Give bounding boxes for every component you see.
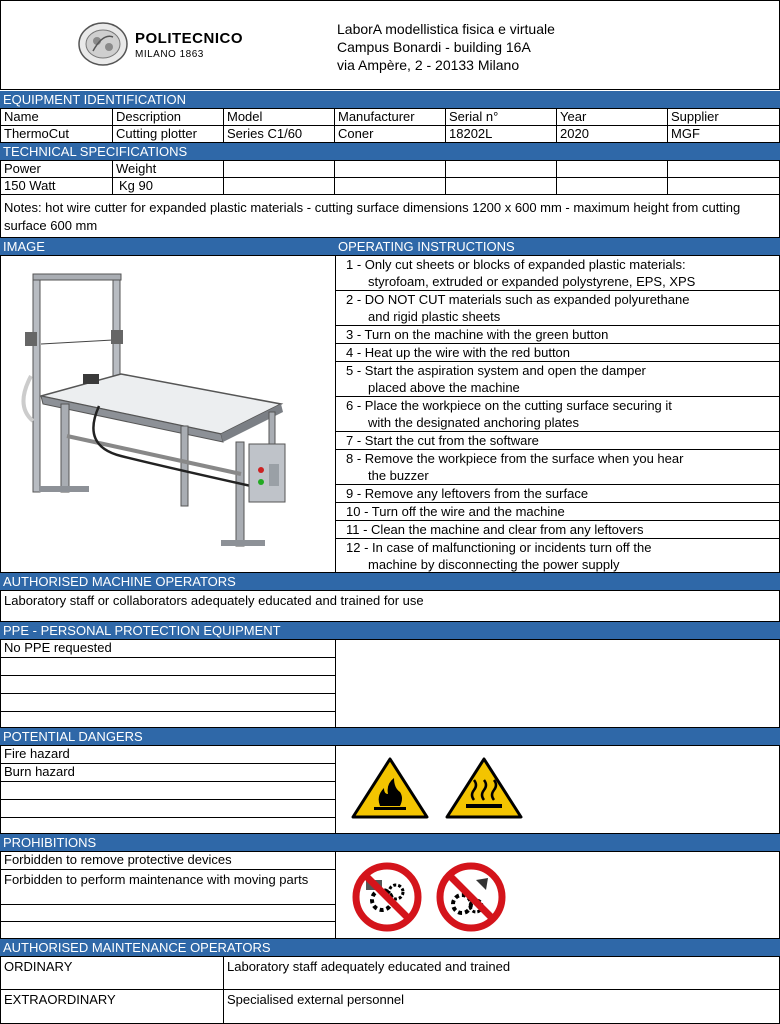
notes: Notes: hot wire cutter for expanded plastic materials - cutting surface dimensions 1200 x 600 mm - maximum height from cutting surface 600 mm [0,194,780,238]
header-cell [445,160,557,178]
value-cell: Cutting plotter [112,125,224,143]
instruction-item [335,520,780,539]
ppe-row [0,657,336,676]
flammable-warning-icon [350,756,430,820]
value-cell: MGF [667,125,780,143]
hot-surface-warning-icon [444,756,524,820]
instruction-line: placed above the machine [368,380,520,395]
instruction-item [335,290,780,326]
equipment-identification-bar [0,91,780,108]
danger-row [0,781,336,800]
ppe-row [0,693,336,712]
instruction-line: 3 - Turn on the machine with the green button [346,327,609,342]
instruction-item [335,502,780,521]
instruction-line: the buzzer [368,468,429,483]
instruction-line: and rigid plastic sheets [368,309,501,324]
instruction-line: with the designated anchoring plates [368,415,580,430]
value-cell: Coner [334,125,446,143]
instructions-title: OPERATING INSTRUCTIONS [338,239,515,254]
prohibition-row: Forbidden to remove protective devices [0,851,336,870]
logo-sub: MILANO 1863 [135,49,204,60]
header-cell [223,160,335,178]
value-cell [445,177,557,195]
value-cell [556,177,668,195]
section-title: EQUIPMENT IDENTIFICATION [3,92,186,107]
instruction-line: styrofoam, extruded or expanded polystyrene, EPS, XPS [368,274,696,289]
value-cell: 2020 [556,125,668,143]
authorised-operators-bar [0,573,780,590]
politecnico-seal-icon [75,21,131,67]
instruction-line: 11 - Clean the machine and clear from any leftovers [346,522,644,537]
instruction-line: 2 - DO NOT CUT materials such as expanded polyurethane [346,292,690,307]
instruction-line: 6 - Place the workpiece on the cutting surface securing it [346,398,672,413]
instruction-line: 8 - Remove the workpiece from the surface when you hear [346,451,684,466]
danger-row [0,817,336,834]
section-title: PROHIBITIONS [3,835,97,850]
header-cell: Power [0,160,113,178]
header-cell: Name [0,108,113,126]
ppe-icon-area [335,639,780,728]
instruction-item [335,484,780,503]
instruction-item [335,255,780,291]
value-cell: 18202L [445,125,557,143]
instruction-line: 10 - Turn off the wire and the machine [346,504,565,519]
instruction-line: 1 - Only cut sheets or blocks of expanded plastic materials: [346,257,686,272]
no-removing-guards-icon [352,862,422,932]
logo-name: POLITECNICO [135,30,244,47]
header-cell: Year [556,108,668,126]
header-cell: Weight [112,160,224,178]
danger-icon-area [335,745,780,834]
ppe-row [0,711,336,728]
section-title: AUTHORISED MAINTENANCE OPERATORS [3,940,271,955]
header-cell: Description [112,108,224,126]
prohibition-row-empty [0,921,336,939]
politecnico-logo [75,21,275,67]
header-cell [556,160,668,178]
value-cell: Kg 90 [112,177,224,195]
lab-name: LaborA modellistica fisica e virtuale [337,21,555,37]
value-cell: Series C1/60 [223,125,335,143]
value-cell: ThermoCut [0,125,113,143]
technical-specifications-bar [0,143,780,160]
value-cell [334,177,446,195]
header-cell [334,160,446,178]
ppe-row: No PPE requested [0,639,336,658]
danger-row: Burn hazard [0,763,336,782]
ppe-row [0,675,336,694]
section-title: POTENTIAL DANGERS [3,729,143,744]
instruction-line: 4 - Heat up the wire with the red button [346,345,571,360]
potential-dangers-bar [0,728,780,745]
header-cell: Supplier [667,108,780,126]
instruction-item [335,538,780,573]
instruction-line: 12 - In case of malfunctioning or incidents turn off the [346,540,652,555]
image-title: IMAGE [3,239,45,254]
header [0,0,780,90]
address-line1: Campus Bonardi - building 16A [337,39,531,55]
maintenance-bar [0,939,780,956]
instruction-line: machine by disconnecting the power supply [368,557,620,572]
section-title: AUTHORISED MACHINE OPERATORS [3,574,236,589]
ordinary-value: Laboratory staff adequately educated and trained [223,956,780,990]
instruction-line: 7 - Start the cut from the software [346,433,539,448]
instruction-item [335,449,780,485]
instruction-item [335,343,780,362]
value-cell [223,177,335,195]
danger-row [0,799,336,818]
header-cell: Serial n° [445,108,557,126]
image-instructions-bar [0,238,780,255]
extraordinary-value: Specialised external personnel [223,989,780,1024]
section-title: TECHNICAL SPECIFICATIONS [3,144,188,159]
header-cell: Manufacturer [334,108,446,126]
address-line2: via Ampère, 2 - 20133 Milano [337,57,520,73]
instruction-line: 5 - Start the aspiration system and open the damper [346,363,646,378]
value-cell [667,177,780,195]
prohibition-row: Forbidden to perform maintenance with moving parts [0,869,336,905]
instruction-item [335,325,780,344]
instruction-item [335,396,780,432]
section-title: PPE - PERSONAL PROTECTION EQUIPMENT [3,623,281,638]
extraordinary-label: EXTRAORDINARY [0,989,224,1024]
hot-wire-cutter-image [1,256,335,572]
value-cell: 150 Watt [0,177,113,195]
prohibition-row [0,904,336,922]
prohibitions-bar [0,834,780,851]
ordinary-label: ORDINARY [0,956,224,990]
no-maintenance-moving-parts-icon [436,862,506,932]
instruction-line: 9 - Remove any leftovers from the surface [346,486,589,501]
header-cell: Model [223,108,335,126]
instruction-item [335,431,780,450]
header-cell [667,160,780,178]
machine-image-panel [0,255,336,573]
ppe-bar [0,622,780,639]
prohibition-icon-area [335,851,780,939]
authorised-operators-text: Laboratory staff or collaborators adequately educated and trained for use [0,590,780,622]
danger-row: Fire hazard [0,745,336,764]
instruction-item [335,361,780,397]
